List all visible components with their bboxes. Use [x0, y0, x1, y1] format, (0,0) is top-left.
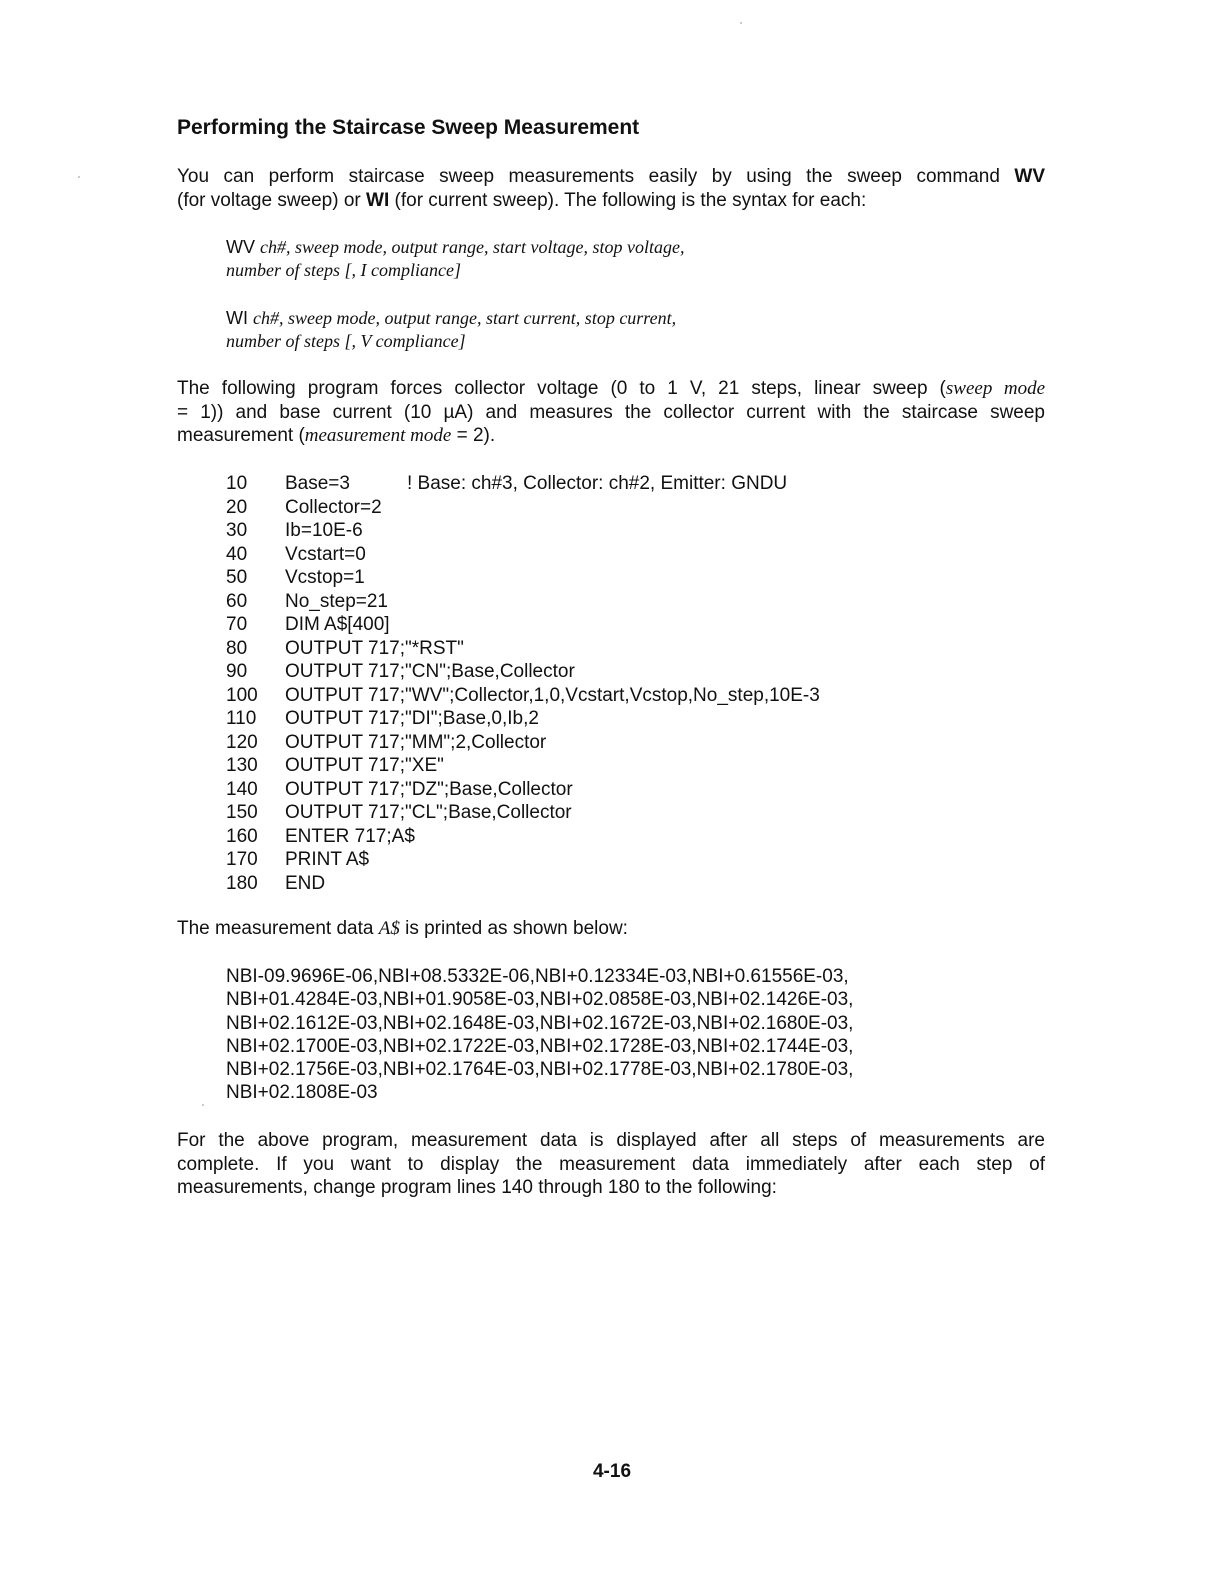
line-comment: ! Base: ch#3, Collector: ch#2, Emitter: GNDU — [407, 473, 788, 494]
program-line — [226, 754, 820, 778]
data-intro — [177, 917, 1045, 941]
data-line: NBI-09.9696E-06,NBI+08.5332E-06,NBI+0.12334E-03,NBI+0.61556E-03, — [226, 966, 849, 987]
program-line — [226, 472, 820, 496]
line-code: OUTPUT 717;"CL";Base,Collector — [285, 802, 572, 823]
program-listing — [226, 472, 820, 895]
program-line — [226, 684, 820, 708]
line-number: 40 — [226, 543, 248, 565]
line-code: OUTPUT 717;"DZ";Base,Collector — [285, 778, 573, 800]
program-line — [226, 731, 820, 755]
wv-command-bold: WV — [1014, 166, 1045, 187]
data-line: NBI+01.4284E-03,NBI+01.9058E-03,NBI+02.0858E-03,NBI+02.1426E-03, — [226, 989, 854, 1011]
closing-line-2: complete. If you want to display the measurement data immediately after each step of — [177, 1153, 1045, 1175]
line-number: 50 — [226, 567, 248, 588]
wv-syntax — [226, 236, 684, 282]
line-code: Base=3 — [285, 473, 350, 494]
line-code: ENTER 717;A$ — [285, 825, 415, 847]
desc-line-3: measurement (measurement mode = 2). — [177, 425, 496, 446]
data-line: NBI+02.1700E-03,NBI+02.1722E-03,NBI+02.1728E-03,NBI+02.1744E-03, — [226, 1035, 854, 1057]
wv-syntax-line-2: number of steps [, I compliance] — [226, 260, 461, 280]
line-code: OUTPUT 717;"CN";Base,Collector — [285, 661, 575, 682]
line-code: PRINT A$ — [285, 849, 370, 870]
line-code: Vcstart=0 — [285, 543, 366, 565]
line-code: Vcstop=1 — [285, 567, 365, 588]
line-number: 10 — [226, 473, 248, 494]
program-line — [226, 566, 820, 590]
program-line — [226, 496, 820, 520]
program-line — [226, 590, 820, 614]
program-line — [226, 519, 820, 543]
line-number: 180 — [226, 872, 258, 894]
closing-line-3: measurements, change program lines 140 through 180 to the following: — [177, 1177, 777, 1198]
program-line — [226, 848, 820, 872]
scan-speck — [78, 176, 80, 178]
program-line — [226, 801, 820, 825]
line-number: 100 — [226, 684, 258, 706]
wi-syntax-line-1: WI ch#, sweep mode, output range, start current, stop current, — [226, 308, 677, 328]
wi-command-bold: WI — [366, 189, 390, 211]
line-number: 150 — [226, 802, 258, 823]
program-line — [226, 825, 820, 849]
program-line — [226, 778, 820, 802]
program-line — [226, 707, 820, 731]
line-number: 70 — [226, 614, 248, 635]
program-line — [226, 613, 820, 637]
data-line: NBI+02.1756E-03,NBI+02.1764E-03,NBI+02.1778E-03,NBI+02.1780E-03, — [226, 1059, 854, 1081]
line-code: OUTPUT 717;"MM";2,Collector — [285, 731, 547, 753]
intro-line-1: You can perform staircase sweep measurements easily by using the sweep command WV — [177, 166, 1045, 187]
program-line — [226, 872, 820, 896]
line-number: 110 — [226, 708, 257, 729]
data-line: NBI+02.1808E-03 — [226, 1082, 378, 1104]
line-number: 130 — [226, 755, 258, 776]
line-code: OUTPUT 717;"WV";Collector,1,0,Vcstart,Vcstop,No_step,10E-3 — [285, 684, 820, 706]
desc-line-2: = 1)) and base current (10 µA) and measures the collector current with the staircase sweep — [177, 401, 1045, 423]
program-description — [177, 377, 1045, 448]
closing-paragraph — [177, 1129, 1045, 1200]
line-number: 140 — [226, 778, 258, 800]
scan-speck — [740, 22, 742, 24]
program-line — [226, 543, 820, 567]
program-line — [226, 660, 820, 684]
line-code: No_step=21 — [285, 590, 388, 612]
line-number: 80 — [226, 637, 248, 659]
line-number: 90 — [226, 661, 248, 682]
desc-line-1: The following program forces collector voltage (0 to 1 V, 21 steps, linear sweep (sweep mode — [177, 378, 1045, 399]
line-code: OUTPUT 717;"*RST" — [285, 637, 464, 659]
section-heading: Performing the Staircase Sweep Measurement — [177, 116, 640, 139]
closing-line-1: For the above program, measurement data is displayed after all steps of measurements are — [177, 1130, 1045, 1151]
line-number: 160 — [226, 825, 258, 847]
program-line — [226, 637, 820, 661]
wi-syntax-line-2: number of steps [, V compliance] — [226, 331, 466, 351]
line-code: DIM A$[400] — [285, 614, 390, 635]
intro-line-2: (for voltage sweep) or WI (for current sweep). The following is the syntax for each: — [177, 189, 867, 211]
line-code: OUTPUT 717;"XE" — [285, 755, 444, 776]
line-number: 60 — [226, 590, 248, 612]
line-number: 170 — [226, 849, 258, 870]
line-code: END — [285, 872, 326, 894]
intro-paragraph — [177, 165, 1045, 212]
data-intro-line: The measurement data A$ is printed as shown below: — [177, 918, 628, 939]
wi-syntax — [226, 307, 676, 353]
line-code: OUTPUT 717;"DI";Base,0,Ib,2 — [285, 708, 539, 729]
wv-syntax-line-1: WV ch#, sweep mode, output range, start voltage, stop voltage, — [226, 237, 685, 257]
data-line: NBI+02.1612E-03,NBI+02.1648E-03,NBI+02.1672E-03,NBI+02.1680E-03, — [226, 1012, 854, 1034]
measurement-data — [226, 965, 853, 1105]
scan-speck — [202, 1104, 204, 1106]
line-code: Ib=10E-6 — [285, 520, 363, 541]
page-number: 4-16 — [592, 1461, 632, 1482]
line-number: 120 — [226, 731, 258, 753]
line-number: 30 — [226, 520, 248, 541]
line-code: Collector=2 — [285, 496, 382, 518]
line-number: 20 — [226, 496, 248, 518]
